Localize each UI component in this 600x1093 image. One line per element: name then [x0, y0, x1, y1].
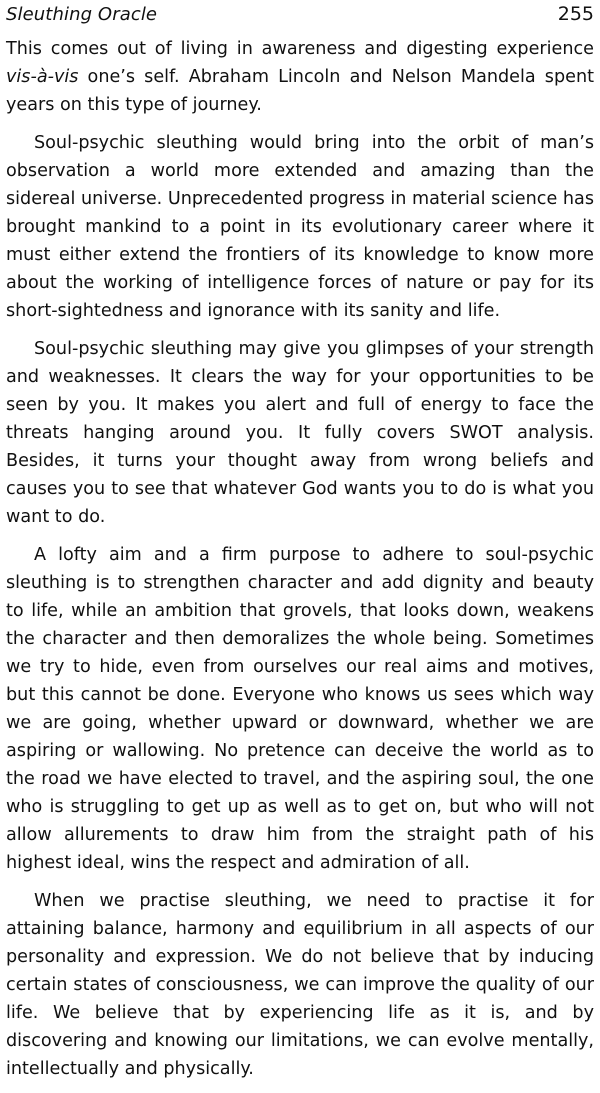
running-head: Sleuthing Oracle: [6, 3, 158, 25]
paragraph-text: This comes out of living in awareness and digesting experience: [6, 39, 594, 59]
italic-term: vis-à-vis: [6, 67, 79, 87]
paragraph-continuation: [6, 35, 594, 119]
page-body: [6, 35, 594, 1093]
paragraph-text: one’s self. Abraham Lincoln and Nelson Mandela spent years on this type of journey.: [6, 67, 594, 115]
paragraph: Soul-psychic sleuthing may give you glimpses of your strength and weaknesses. It clears the way for your opportunities to be seen by you. It makes you alert and full of energy to face the threats hanging around you. It fully covers SWOT analysis. Besides, it turns your thought away from wrong beliefs and causes you to see that whatever God wants you to do is what you want to do.: [6, 339, 594, 527]
page-number: 255: [557, 3, 594, 25]
page-header: [6, 0, 594, 28]
paragraph: When we practise sleuthing, we need to practise it for attaining balance, harmony and equilibrium in all aspects of our personality and expression. We do not believe that by inducing certain states of consciousness, we can improve the quality of our life. We believe that by experiencing life as it is, and by discovering and knowing our limitations, we can evolve mentally, intellectually and physically.: [6, 891, 594, 1079]
paragraph: A lofty aim and a firm purpose to adhere to soul-psychic sleuthing is to strengthen character and add dignity and beauty to life, while an ambition that grovels, that looks down, weakens the character and then demoralizes the whole being. Sometimes we try to hide, even from ourselves our real aims and motives, but this cannot be done. Everyone who knows us sees which way we are going, whether upward or downward, whether we are aspiring or wallowing. No pretence can deceive the world as to the road we have elected to travel, and the aspiring soul, the one who is struggling to get up as well as to get on, but who will not allow allurements to draw him from the straight path of his highest ideal, wins the respect and admiration of all.: [6, 545, 594, 873]
paragraph: Soul-psychic sleuthing would bring into the orbit of man’s observation a world more extended and amazing than the sidereal universe. Unprecedented progress in material science has brought mankind to a point in its evolutionary career where it must either extend the frontiers of its knowledge to know more about the working of intelligence forces of nature or pay for its short-sightedness and ignorance with its sanity and life.: [6, 133, 594, 321]
